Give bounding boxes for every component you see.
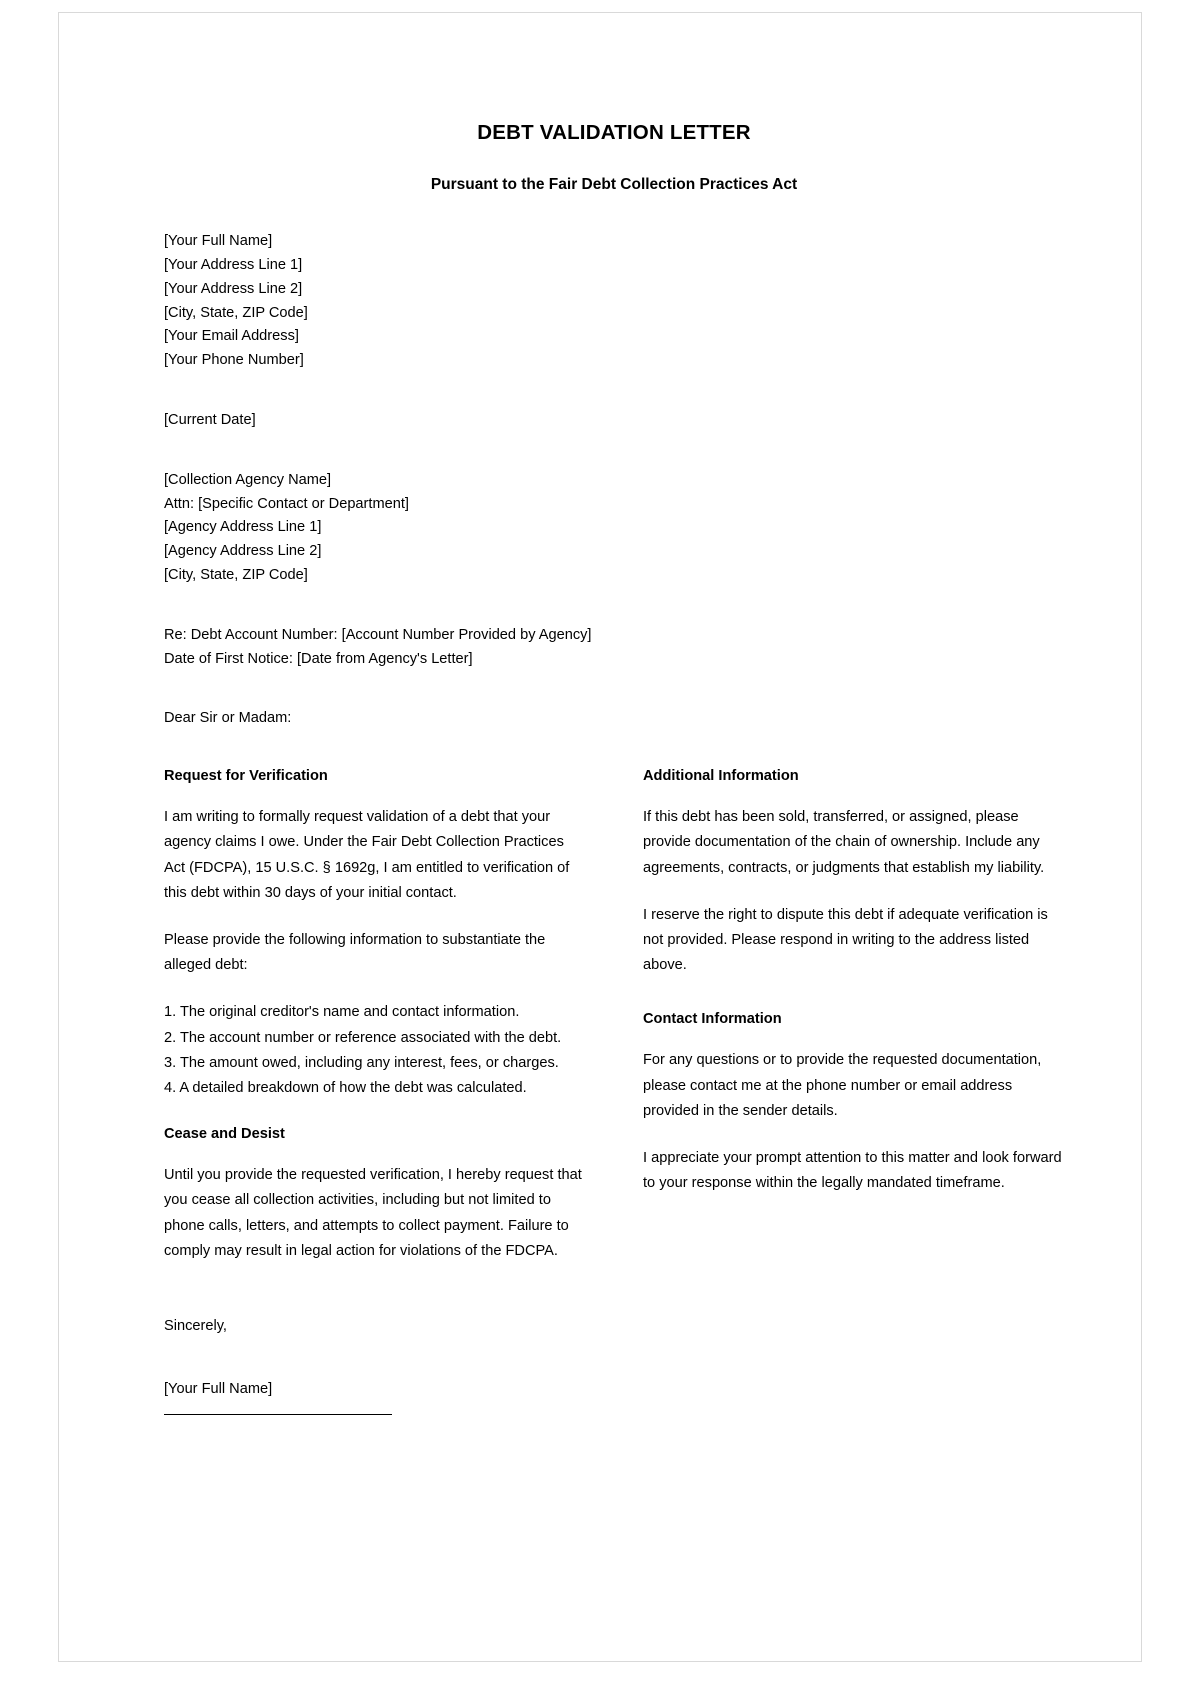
recipient-attn: Attn: [Specific Contact or Department] <box>164 495 409 512</box>
recipient-address-block <box>164 469 1064 588</box>
reference-account-number: Re: Debt Account Number: [Account Number Provided by Agency] <box>164 626 592 643</box>
recipient-city-state-zip: [City, State, ZIP Code] <box>164 566 308 583</box>
date-block <box>164 409 1064 433</box>
reference-block <box>164 624 1064 672</box>
contact-information-paragraph-2: I appreciate your prompt attention to this matter and look forward to your response within the legally mandated timeframe. <box>643 1149 1062 1192</box>
left-column <box>164 765 585 1264</box>
section-heading-cease-and-desist: Cease and Desist <box>164 1126 285 1143</box>
sign-off: Sincerely, <box>164 1317 227 1334</box>
list-item: 4. A detailed breakdown of how the debt was calculated. <box>164 1079 527 1096</box>
reference-first-notice-date: Date of First Notice: [Date from Agency's Letter] <box>164 650 473 667</box>
additional-information-paragraph-1: If this debt has been sold, transferred, or assigned, please provide documentation of the chain of ownership. Include any agreements, contracts, or judgments that establish my liability. <box>643 809 1045 876</box>
section-heading-contact-information: Contact Information <box>643 1011 782 1028</box>
sender-name: [Your Full Name] <box>164 233 273 250</box>
list-item: 1. The original creditor's name and contact information. <box>164 1004 520 1021</box>
closing-block <box>164 1314 1064 1415</box>
sender-address-line-2: [Your Address Line 2] <box>164 280 303 297</box>
current-date: [Current Date] <box>164 411 256 428</box>
signature-line <box>164 1414 392 1415</box>
body-columns <box>164 765 1064 1264</box>
salutation-block <box>164 707 1064 731</box>
letter-sheet <box>58 12 1142 1662</box>
list-item: 3. The amount owed, including any interest, fees, or charges. <box>164 1054 559 1071</box>
salutation: Dear Sir or Madam: <box>164 710 292 727</box>
contact-information-paragraph-1: For any questions or to provide the requested documentation, please contact me at the phone number or email address provided in the sender details. <box>643 1052 1042 1119</box>
sender-city-state-zip: [City, State, ZIP Code] <box>164 304 308 321</box>
request-items-list <box>164 1000 585 1101</box>
section-heading-request-for-verification: Request for Verification <box>164 768 328 785</box>
sender-phone: [Your Phone Number] <box>164 352 304 369</box>
cease-and-desist-paragraph: Until you provide the requested verification, I hereby request that you cease all collection activities, including but not limited to phone calls, letters, and attempts to collect payment. Failure to comply may result in legal action for violations of the FDCPA. <box>164 1167 582 1259</box>
sender-address-line-1: [Your Address Line 1] <box>164 256 303 273</box>
page-subtitle: Pursuant to the Fair Debt Collection Practices Act <box>430 175 798 193</box>
sender-address-block <box>164 230 1064 373</box>
request-paragraph-2: Please provide the following information to substantiate the alleged debt: <box>164 931 546 974</box>
recipient-address-line-1: [Agency Address Line 1] <box>164 519 322 536</box>
list-item: 2. The account number or reference associated with the debt. <box>164 1029 562 1046</box>
additional-information-paragraph-2: I reserve the right to dispute this debt if adequate verification is not provided. Please respond in writing to the address listed above. <box>643 906 1048 974</box>
sender-email: [Your Email Address] <box>164 328 299 345</box>
signature-name: [Your Full Name] <box>164 1381 273 1398</box>
recipient-address-line-2: [Agency Address Line 2] <box>164 543 322 560</box>
section-heading-additional-information: Additional Information <box>643 768 799 785</box>
request-paragraph-1: I am writing to formally request validation of a debt that your agency claims I owe. Under the Fair Debt Collection Practices Act (FDCPA), 15 U.S.C. § 1692g, I am entitled to verification of this debt within 30 days of your initial contact. <box>164 809 570 901</box>
letter-content <box>164 121 1064 1415</box>
page-title: DEBT VALIDATION LETTER <box>477 121 751 144</box>
recipient-agency-name: [Collection Agency Name] <box>164 471 332 488</box>
right-column <box>643 765 1064 1196</box>
